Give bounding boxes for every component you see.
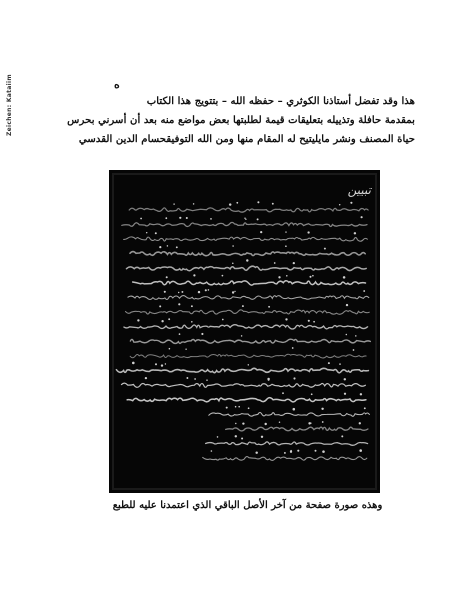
handwriting-dot	[268, 306, 270, 308]
handwriting-dot	[222, 275, 224, 277]
intro-line-3-text: حياة المصنف ونشر مايليتيح له المقام منها ومن الله التوفيق	[166, 133, 415, 145]
handwriting-dot	[166, 276, 168, 278]
handwriting-dot	[206, 379, 208, 381]
handwriting-dot	[168, 318, 170, 320]
handwriting-dot	[293, 408, 296, 411]
handwriting-dot	[278, 276, 280, 278]
intro-line-1: هذا وقد تفضل أستاذنا الكوثري – حفظه الله – بتتويج هذا الكتاب	[146, 95, 415, 107]
handwriting-dot	[248, 364, 249, 365]
side-margin-mark: Zeichen: Kataiim	[6, 74, 13, 136]
handwriting-dot	[363, 290, 365, 292]
handwriting-dot	[293, 262, 295, 264]
handwriting-dot	[217, 436, 219, 438]
handwriting-dot	[179, 333, 181, 335]
handwriting-dot	[311, 393, 313, 395]
handwriting-dot	[179, 217, 181, 219]
intro-paragraph	[67, 92, 415, 149]
handwriting-dot	[285, 318, 287, 320]
handwriting-dot	[234, 291, 235, 292]
handwriting-dot	[282, 392, 284, 394]
handwriting-dot	[279, 422, 280, 423]
handwriting-dot	[346, 334, 348, 336]
handwriting-dot	[293, 377, 295, 379]
handwriting-dot	[176, 246, 178, 248]
handwriting-dot	[246, 259, 248, 261]
handwriting-dot	[361, 216, 363, 218]
handwriting-dot	[191, 305, 193, 307]
handwriting-dot	[257, 218, 259, 220]
handwriting-dot	[140, 218, 142, 220]
handwriting-dot	[161, 364, 163, 366]
handwriting-dot	[132, 362, 135, 365]
handwriting-dot	[226, 407, 228, 409]
handwriting-dot	[229, 203, 231, 205]
handwriting-dot	[359, 449, 362, 452]
handwriting-dot	[284, 452, 286, 454]
handwriting-dot	[364, 407, 366, 409]
handwriting-dot	[181, 291, 183, 293]
handwriting-dot	[286, 275, 288, 277]
handwriting-dot	[244, 218, 245, 219]
manuscript-photo	[109, 170, 380, 493]
handwriting-dot	[339, 204, 340, 205]
handwriting-dot	[308, 320, 310, 322]
handwriting-dot	[353, 349, 355, 351]
handwriting-dot	[241, 437, 243, 439]
handwriting-dot	[350, 202, 352, 204]
handwriting-dot	[290, 450, 291, 451]
handwriting-dot	[222, 319, 224, 321]
handwriting-dot	[208, 289, 210, 291]
handwriting-dot	[165, 217, 167, 219]
handwriting-dot	[191, 321, 193, 323]
handwriting-dot	[309, 276, 311, 278]
handwriting-dot	[245, 219, 246, 220]
handwriting-dot	[145, 377, 147, 379]
intro-line-3	[78, 130, 415, 149]
handwriting-dot	[322, 421, 324, 423]
handwriting-dot	[324, 248, 326, 250]
handwriting-dot	[355, 335, 357, 337]
handwriting-dot	[235, 406, 237, 408]
handwriting-dot	[198, 291, 200, 293]
handwriting-dot	[137, 319, 139, 321]
handwriting-dot	[232, 262, 234, 264]
handwriting-dot	[211, 450, 213, 452]
handwriting-dot	[169, 348, 171, 350]
handwriting-dot	[194, 378, 196, 380]
handwriting-dot	[343, 276, 346, 279]
handwriting-dot	[178, 292, 179, 293]
handwriting-dot	[235, 423, 236, 424]
handwriting-dot	[344, 393, 346, 395]
handwriting-dot	[185, 348, 186, 349]
handwriting-dot	[312, 275, 314, 277]
handwriting-dot	[155, 363, 157, 365]
handwriting-dot	[173, 203, 174, 204]
handwriting-dot	[210, 218, 212, 220]
handwriting-dot	[164, 291, 166, 293]
handwriting-dot	[315, 450, 317, 452]
handwriting-dot	[255, 451, 257, 453]
handwriting-dot	[248, 407, 250, 409]
handwriting-dot	[341, 435, 343, 437]
handwriting-dot	[322, 450, 325, 453]
handwriting-dot	[297, 450, 299, 452]
handwriting-dot	[205, 289, 207, 291]
handwriting-dot	[159, 246, 161, 248]
handwriting-dot	[155, 232, 157, 234]
handwriting-dot	[178, 303, 180, 305]
handwriting-dot	[260, 231, 262, 233]
handwriting-dot	[261, 436, 263, 438]
handwriting-dot	[167, 245, 169, 247]
handwriting-dot	[186, 217, 188, 219]
handwriting-dot	[272, 203, 274, 205]
handwriting-dot	[321, 408, 323, 410]
handwriting-dot	[238, 406, 240, 408]
manuscript-handwriting-graphic	[109, 170, 380, 493]
handwriting-dot	[307, 231, 309, 233]
author-signature: حسام الدين القدسي	[78, 133, 167, 145]
handwriting-dot	[186, 377, 188, 379]
handwriting-dot	[193, 274, 195, 276]
handwriting-dot	[344, 378, 346, 380]
handwriting-dot	[354, 232, 356, 234]
handwriting-dot	[274, 262, 276, 264]
handwriting-dot	[161, 320, 163, 322]
handwriting-dot	[242, 422, 244, 424]
handwriting-dot	[201, 333, 203, 335]
handwriting-dot	[193, 203, 195, 205]
handwriting-dot	[165, 363, 166, 364]
handwriting-dot	[328, 362, 330, 364]
handwriting-dot	[359, 422, 361, 424]
page-marker: ه	[114, 78, 120, 91]
handwriting-dot	[232, 245, 234, 247]
handwriting-dot	[235, 435, 237, 437]
handwriting-dot	[257, 201, 259, 203]
handwriting-dot	[242, 305, 244, 307]
handwriting-dot	[236, 202, 238, 204]
handwriting-dot	[308, 422, 310, 424]
handwriting-dot	[232, 291, 234, 293]
handwriting-dot	[313, 321, 315, 323]
intro-line-2: بمقدمة حافلة وتذييله بتعليقات قيمة لطلبتها بعض مواضع منه بعد أن أسرني بحرس	[67, 114, 415, 126]
handwriting-dot	[292, 347, 294, 349]
handwriting-dot	[264, 423, 266, 425]
figure-caption: وهذه صورة صفحة من آخر الأصل الباقي الذي اعتمدنا عليه للطبع	[112, 500, 383, 511]
handwriting-dot	[360, 393, 362, 395]
handwriting-dot	[285, 231, 286, 232]
manuscript-heading-word: تبيين	[347, 183, 371, 197]
handwriting-dot	[346, 304, 348, 306]
handwriting-dot	[146, 232, 147, 233]
handwriting-dot	[241, 335, 243, 337]
handwriting-dot	[285, 245, 287, 247]
handwriting-dot	[267, 378, 269, 380]
handwriting-dot	[159, 305, 161, 307]
handwriting-dot	[339, 363, 341, 365]
